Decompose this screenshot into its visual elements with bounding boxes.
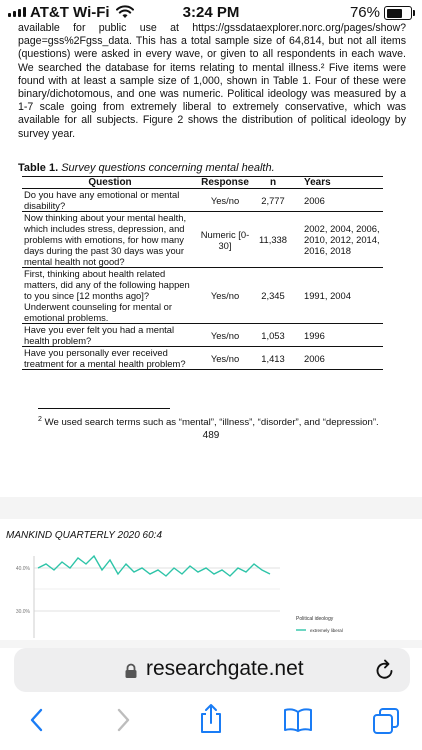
- cell-question: Do you have any emotional or mental disability?: [22, 189, 198, 212]
- share-icon[interactable]: [198, 703, 224, 735]
- cell-n: 11,338: [252, 212, 294, 268]
- footnote: [38, 416, 379, 428]
- legend-title: Political ideology: [296, 616, 334, 622]
- cell-response: Yes/no: [198, 324, 252, 347]
- cell-n: 1,413: [252, 347, 294, 370]
- cell-response: Yes/no: [198, 347, 252, 370]
- back-icon[interactable]: [28, 707, 46, 733]
- journal-header: MANKIND QUARTERLY 2020 60:4: [6, 530, 163, 541]
- page-gap: [0, 497, 422, 519]
- page-number: 489: [202, 430, 220, 441]
- table-row: [22, 189, 383, 212]
- survey-table: [22, 176, 383, 370]
- forward-icon[interactable]: [114, 707, 132, 733]
- cell-n: 1,053: [252, 324, 294, 347]
- table-label: Table 1.: [18, 162, 59, 174]
- footnote-text: We used search terms such as “mental”, “illness”, “disorder”, and “depression”.: [44, 417, 379, 429]
- cell-question: Have you personally ever received treatment for a mental health problem?: [22, 347, 198, 370]
- footnote-mark: 2: [38, 416, 42, 423]
- table-caption-text: Survey questions concerning mental health.: [61, 162, 275, 174]
- address-bar[interactable]: [14, 648, 410, 692]
- ideology-chart: [0, 550, 422, 640]
- table-caption: [18, 162, 275, 174]
- col-n: n: [252, 177, 294, 189]
- col-years: Years: [294, 177, 383, 189]
- cell-question: Have you ever felt you had a mental health problem?: [22, 324, 198, 347]
- lock-icon: [124, 663, 138, 679]
- y-tick-label: 40.0%: [15, 566, 30, 572]
- cell-years: 1991, 2004: [294, 268, 383, 324]
- cell-n: 2,777: [252, 189, 294, 212]
- table-row: [22, 268, 383, 324]
- battery-percent: 76%: [349, 4, 380, 21]
- cell-response: Numeric [0-30]: [198, 212, 252, 268]
- cell-response: Yes/no: [198, 268, 252, 324]
- cell-years: 2006: [294, 347, 383, 370]
- cell-question: Now thinking about your mental health, which includes stress, depression, and problems with emotions, for how many days during the past 30 days was your mental health not good?: [22, 212, 198, 268]
- cell-years: 1996: [294, 324, 383, 347]
- bookmarks-icon[interactable]: [283, 707, 313, 733]
- document-page: [18, 22, 406, 141]
- footnote-divider: [38, 408, 170, 409]
- reload-icon[interactable]: [374, 658, 396, 682]
- col-response: Response: [198, 177, 252, 189]
- cell-years: 2002, 2004, 2006, 2010, 2012, 2014, 2016, 2018: [294, 212, 383, 268]
- table-row: [22, 212, 383, 268]
- url-text[interactable]: researchgate.net: [146, 657, 304, 680]
- table-header-row: [22, 177, 383, 189]
- clock: 3:24 PM: [182, 4, 240, 21]
- cell-response: Yes/no: [198, 189, 252, 212]
- cell-n: 2,345: [252, 268, 294, 324]
- body-paragraph: available for public use at https://gssdataexplorer.norc.org/pages/show?page=gss%2Fgss_data. This has a total sample size of 64,814, but not all items (questions) were asked in every wave, or given to all respondents in each wave. We searched the database for items relating to mental illness.² Five items were found with at least a sample size of 1,000, shown in Table 1. Four of these were binary/dichotomous, and one was numeric. Political ideology was measured by a 1-7 scale going from extremely liberal to extremely conservative, which was available for all subjects. Figure 2 shows the distribution of political ideology by survey year.: [18, 22, 406, 140]
- table-row: [22, 347, 383, 370]
- series-line: [38, 556, 270, 576]
- browser-toolbar: [0, 695, 422, 750]
- battery-icon: [384, 6, 412, 20]
- toolbar-divider: [0, 640, 422, 648]
- tabs-icon[interactable]: [372, 707, 400, 735]
- y-tick-label: 30.0%: [15, 609, 30, 615]
- cell-years: 2006: [294, 189, 383, 212]
- cell-question: First, thinking about health related matters, did any of the following happen to you since [12 months ago]? Underwent counseling for mental or emotional problems.: [22, 268, 198, 324]
- col-question: Question: [22, 177, 198, 189]
- carrier-label: AT&T Wi-Fi: [30, 4, 110, 21]
- legend-entry: extremely liberal: [310, 628, 343, 633]
- table-row: [22, 324, 383, 347]
